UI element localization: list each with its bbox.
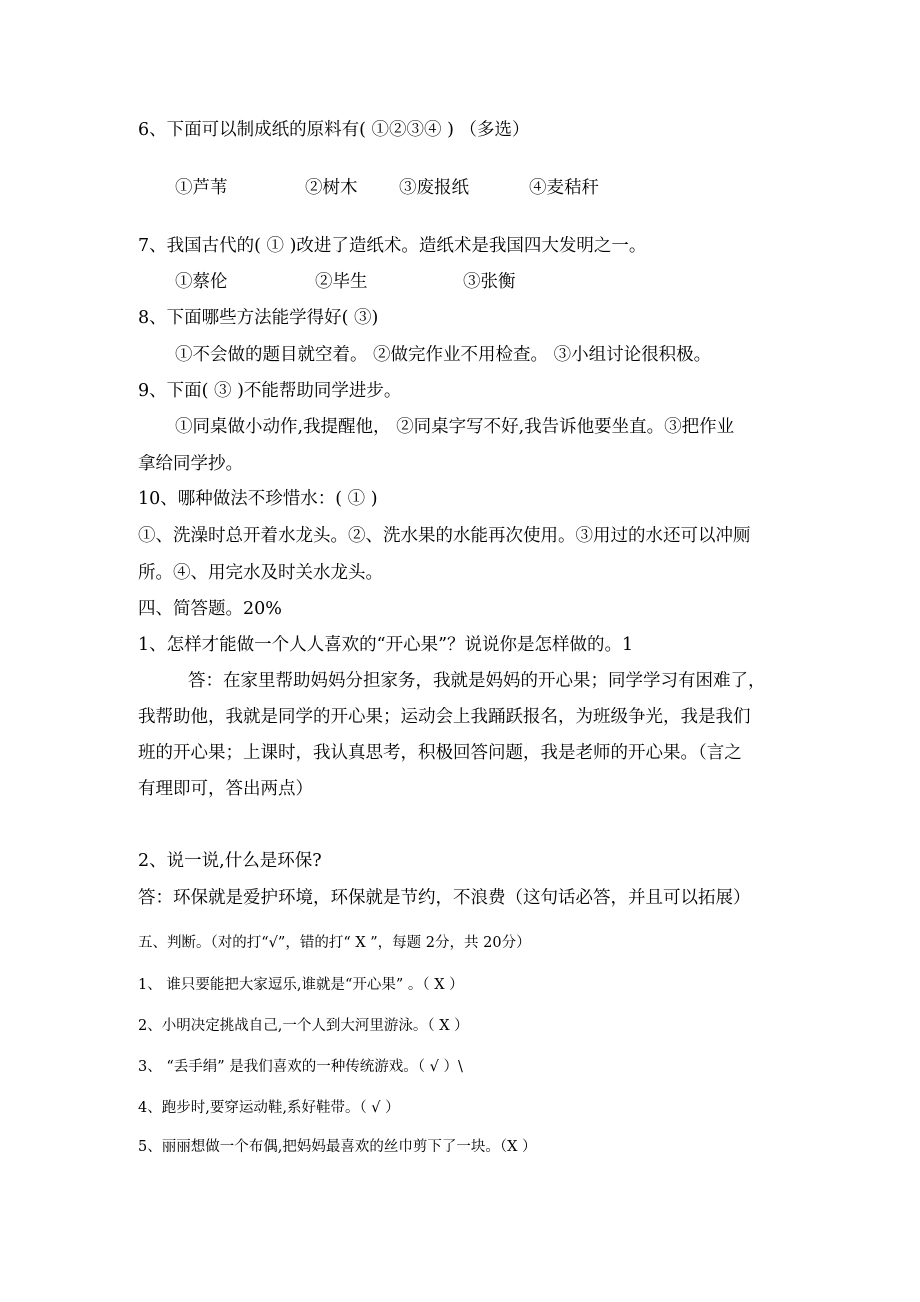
judgment-item-2: 2、小明决定挑战自己,一个人到大河里游泳。（ X ） [138,1018,469,1034]
q6-option-2: ②树木 [305,178,358,198]
q9-question: 9、下面( ③ )不能帮助同学进步。 [138,381,402,401]
section-4-q2: 2、说一说,什么是环保? [138,851,322,871]
section-4-q1: 1、怎样才能做一个人人喜欢的“开心果”？说说你是怎样做的。1 [138,635,634,655]
section-5-title: 五、判断。（对的打“√”，错的打“ X ”，每题 2分，共 20分） [138,935,531,951]
q6-option-3: ③废报纸 [399,178,469,198]
q7-option-3: ③张衡 [463,272,516,292]
q6-option-1: ①芦苇 [175,178,228,198]
judgment-item-1: 1、 谁只要能把大家逗乐,谁就是“开心果” 。（ X ） [138,977,464,993]
section-4-title: 四、简答题。20% [138,599,282,619]
q10-question: 10、哪种做法不珍惜水：( ① ) [138,489,378,509]
q9-line-2: 拿给同学抄。 [138,454,243,474]
q9-line-1: ①同桌做小动作,我提醒他， ②同桌字写不好,我告诉他要坐直。③把作业 [175,417,735,437]
q7-option-1: ①蔡伦 [175,272,228,292]
q6-question: 6、下面可以制成纸的原料有( ①②③④ ) （多选） [138,120,530,140]
section-4-a1-line-2: 我帮助他，我就是同学的开心果；运动会上我踊跃报名，为班级争光，我是我们 [138,707,751,727]
q8-options: ①不会做的题目就空着。 ②做完作业不用检查。 ③小组讨论很积极。 [175,345,712,365]
judgment-item-4: 4、跑步时,要穿运动鞋,系好鞋带。（ √ ） [138,1100,400,1116]
q7-question: 7、我国古代的( ① )改进了造纸术。造纸术是我国四大发明之一。 [138,236,647,256]
section-4-a1-line-4: 有理即可，答出两点） [138,779,313,799]
q10-line-2: 所。④、用完水及时关水龙头。 [138,563,383,583]
section-4-a1-line-1: 答：在家里帮助妈妈分担家务，我就是妈妈的开心果；同学学习有困难了， [188,671,766,691]
judgment-item-5: 5、丽丽想做一个布偶,把妈妈最喜欢的丝巾剪下了一块。（X ） [138,1139,537,1155]
judgment-item-3: 3、 “丢手绢” 是我们喜欢的一种传统游戏。（ √ ）\ [138,1059,463,1075]
q7-option-2: ②毕生 [315,272,368,292]
section-4-a2: 答：环保就是爱护环境，环保就是节约，不浪费（这句话必答，并且可以拓展） [138,888,751,908]
q10-line-1: ①、洗澡时总开着水龙头。②、洗水果的水能再次使用。③用过的水还可以冲厕 [138,526,751,546]
q6-option-4: ④麦秸秆 [529,178,599,198]
q8-question: 8、下面哪些方法能学得好( ③) [138,308,379,328]
section-4-a1-line-3: 班的开心果；上课时，我认真思考，积极回答问题，我是老师的开心果。（言之 [138,743,742,763]
